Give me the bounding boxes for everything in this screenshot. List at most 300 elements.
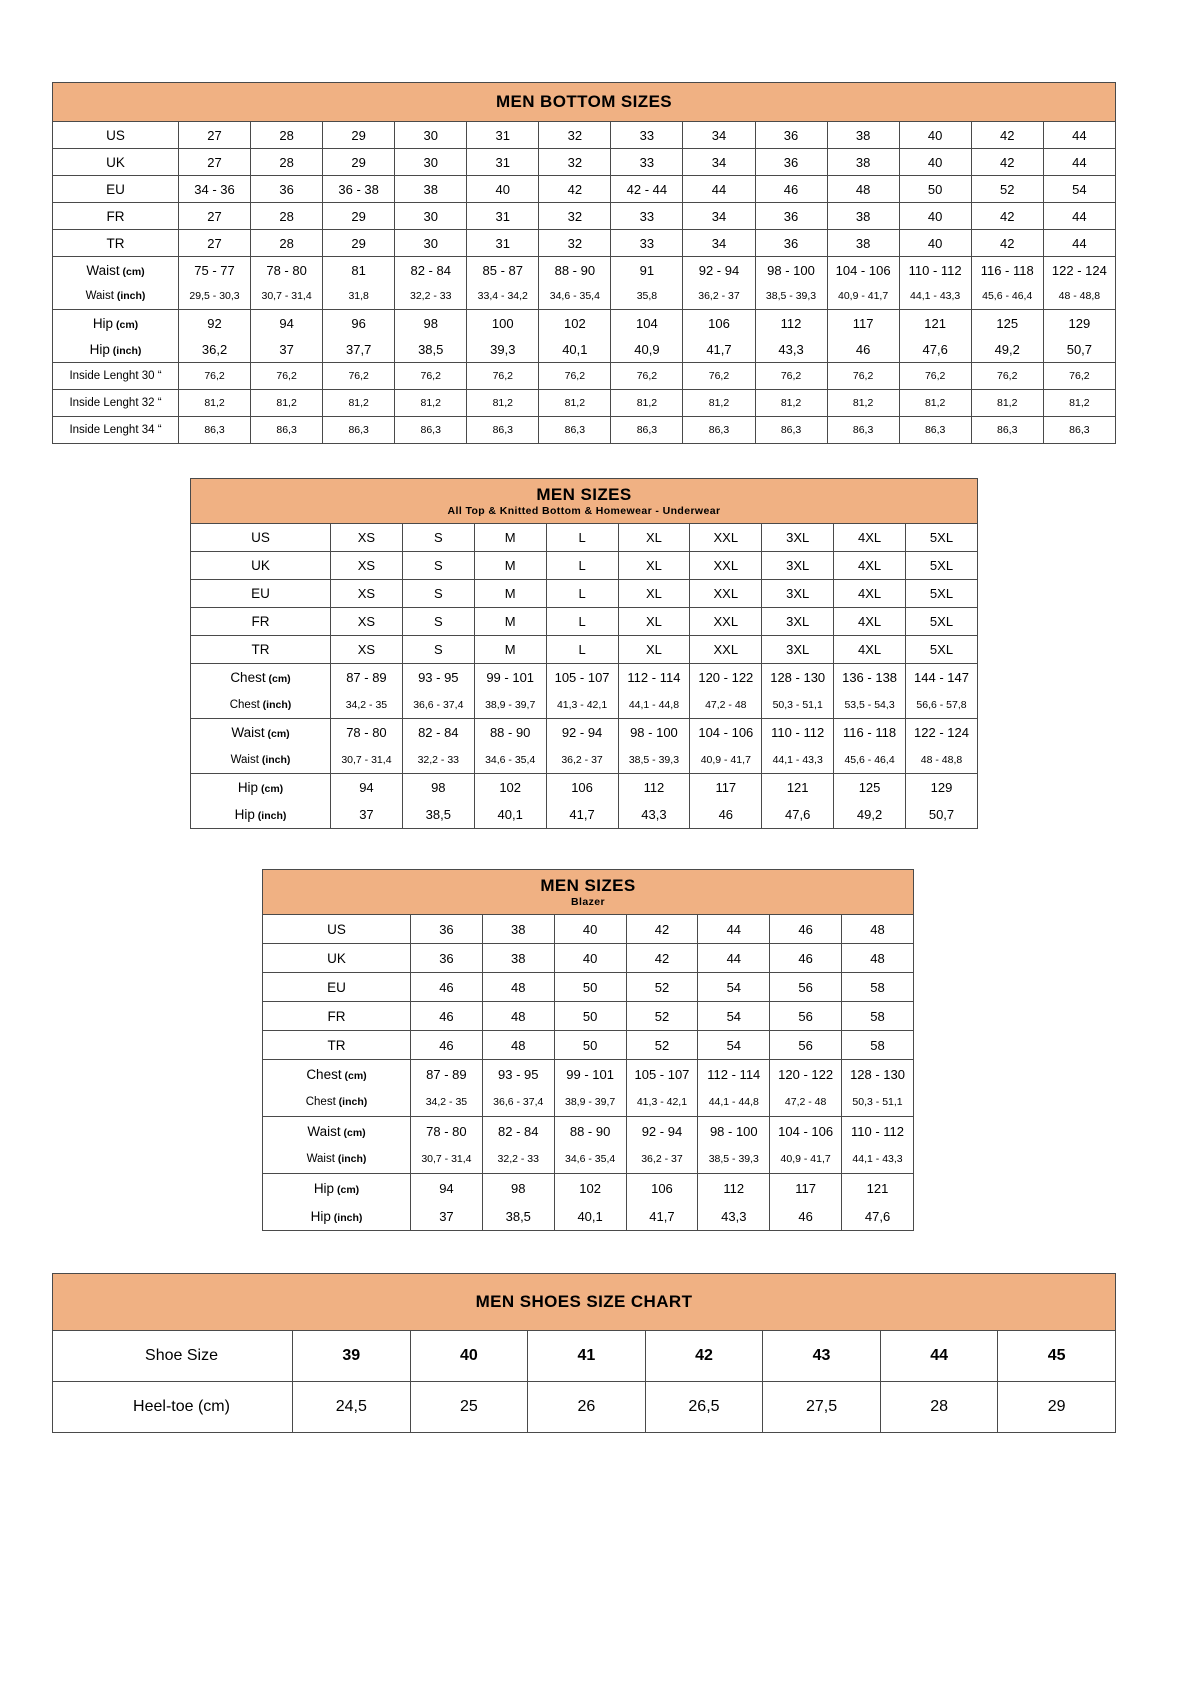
table-cell: 40,1	[554, 1202, 626, 1231]
row-label-text: EU	[106, 181, 125, 197]
table-cell: 50,3 - 51,1	[842, 1088, 914, 1117]
row-label	[53, 203, 179, 230]
table-cell: 42	[971, 122, 1043, 149]
table-cell: 38	[827, 122, 899, 149]
table-cell: 110 - 112	[899, 257, 971, 284]
row-label-text: Hip	[89, 341, 110, 357]
table-cell: 38	[395, 176, 467, 203]
table-cell: 29,5 - 30,3	[179, 283, 251, 310]
table-cell: 44	[1043, 230, 1115, 257]
table-cell: 44,1 - 43,3	[762, 746, 834, 774]
table-cell: 106	[546, 774, 618, 802]
table-cell: 43	[763, 1331, 881, 1382]
table-cell: 38,5	[402, 801, 474, 829]
table-row	[263, 1031, 914, 1060]
table-cell: 30,7 - 31,4	[331, 746, 403, 774]
row-label-text: Inside Lenght 32 “	[69, 397, 162, 409]
table-cell: 76,2	[899, 363, 971, 390]
table-cell: S	[402, 580, 474, 608]
table-cell: 129	[1043, 310, 1115, 337]
men-bottom-sizes-body	[53, 83, 1116, 444]
table-cell: 136 - 138	[834, 664, 906, 692]
table-cell: 86,3	[1043, 417, 1115, 444]
row-label-text: FR	[327, 1008, 346, 1024]
row-label	[191, 636, 331, 664]
row-label	[263, 1031, 411, 1060]
table-cell: 45,6 - 46,4	[971, 283, 1043, 310]
table-row	[263, 1145, 914, 1174]
table-cell: 75 - 77	[179, 257, 251, 284]
table-cell: 112	[698, 1174, 770, 1203]
table-cell: 41,7	[683, 336, 755, 363]
table-cell: 81,2	[323, 390, 395, 417]
row-label-text: US	[106, 127, 125, 143]
table-cell: 50	[554, 1002, 626, 1031]
table-cell: 56,6 - 57,8	[906, 691, 978, 719]
row-label	[191, 580, 331, 608]
table-cell: 38	[482, 915, 554, 944]
table-cell: 46	[690, 801, 762, 829]
table-cell: 40	[899, 149, 971, 176]
row-label	[53, 1382, 293, 1433]
row-label	[263, 1145, 411, 1174]
table-cell: 81,2	[971, 390, 1043, 417]
table-cell: 44	[698, 915, 770, 944]
row-label	[191, 691, 331, 719]
table-cell: 41,3 - 42,1	[546, 691, 618, 719]
table-row	[53, 417, 1116, 444]
row-label	[191, 524, 331, 552]
row-label	[53, 176, 179, 203]
row-label-unit: (cm)	[340, 1126, 366, 1139]
table-cell: 37	[251, 336, 323, 363]
table-cell: 30	[395, 203, 467, 230]
table-cell: 78 - 80	[251, 257, 323, 284]
table-cell: 26	[528, 1382, 646, 1433]
table-cell: S	[402, 552, 474, 580]
table-cell: 40	[554, 944, 626, 973]
row-label-text: Chest	[306, 1066, 342, 1082]
table-cell: 38,5 - 39,3	[618, 746, 690, 774]
row-label-text: UK	[327, 950, 346, 966]
row-label-text: TR	[106, 235, 125, 251]
table-cell: 54	[698, 973, 770, 1002]
table-cell: 28	[251, 203, 323, 230]
row-label-text: Chest	[230, 670, 266, 685]
table-cell: 81,2	[899, 390, 971, 417]
table-row	[191, 608, 978, 636]
table-cell: L	[546, 636, 618, 664]
table-cell: 58	[842, 1002, 914, 1031]
table-cell: 29	[323, 149, 395, 176]
table-cell: 48	[482, 1002, 554, 1031]
table-cell: 112	[755, 310, 827, 337]
table-cell: 44,1 - 44,8	[698, 1088, 770, 1117]
table-cell: 87 - 89	[411, 1060, 483, 1089]
row-label	[53, 1331, 293, 1382]
table-cell: 110 - 112	[842, 1117, 914, 1146]
table-cell: 39,3	[467, 336, 539, 363]
row-label	[53, 230, 179, 257]
table-cell: 42	[645, 1331, 763, 1382]
table-cell: 34,2 - 35	[411, 1088, 483, 1117]
table-cell: 99 - 101	[474, 664, 546, 692]
table-cell: 112 - 114	[698, 1060, 770, 1089]
table-cell: 102	[554, 1174, 626, 1203]
table-cell: 91	[611, 257, 683, 284]
table-row	[191, 524, 978, 552]
table-cell: 47,6	[899, 336, 971, 363]
table-cell: 98 - 100	[755, 257, 827, 284]
table-cell: 40,9 - 41,7	[690, 746, 762, 774]
table-cell: M	[474, 580, 546, 608]
table-cell: 34	[683, 203, 755, 230]
row-label-text: Waist	[306, 1153, 335, 1165]
row-label	[53, 363, 179, 390]
table-cell: 129	[906, 774, 978, 802]
table-cell: 38	[482, 944, 554, 973]
table-cell: 38,5	[482, 1202, 554, 1231]
table-cell: 37	[331, 801, 403, 829]
table-cell: 32,2 - 33	[402, 746, 474, 774]
table-row	[191, 746, 978, 774]
table-cell: 56	[770, 1031, 842, 1060]
row-label-unit: (inch)	[113, 290, 146, 302]
table-cell: 54	[698, 1002, 770, 1031]
table-cell: 49,2	[834, 801, 906, 829]
row-label	[191, 801, 331, 829]
table-cell: 46	[755, 176, 827, 203]
men-shoes-size-chart-body	[53, 1274, 1116, 1433]
table-cell: XL	[618, 608, 690, 636]
table-cell: 36,6 - 37,4	[482, 1088, 554, 1117]
table-cell: 50,7	[1043, 336, 1115, 363]
table-cell: 76,2	[539, 363, 611, 390]
table-cell: 24,5	[293, 1382, 411, 1433]
table-cell: 93 - 95	[402, 664, 474, 692]
table-cell: 26,5	[645, 1382, 763, 1433]
table-cell: 36	[755, 122, 827, 149]
table-cell: 46	[411, 1031, 483, 1060]
table-cell: 47,6	[762, 801, 834, 829]
table-cell: 33	[611, 122, 683, 149]
table-cell: L	[546, 580, 618, 608]
table-cell: 31	[467, 203, 539, 230]
table-cell: XS	[331, 524, 403, 552]
table-cell: 48	[482, 973, 554, 1002]
table-cell: 121	[842, 1174, 914, 1203]
table-cell: 120 - 122	[690, 664, 762, 692]
table-cell: L	[546, 608, 618, 636]
table-cell: XXL	[690, 552, 762, 580]
table-cell: 40,9	[611, 336, 683, 363]
table-cell: 37	[411, 1202, 483, 1231]
table-cell: S	[402, 524, 474, 552]
row-label-text: Chest	[305, 1096, 336, 1108]
table-cell: 78 - 80	[331, 719, 403, 747]
table-title-row	[191, 479, 978, 524]
table-cell: 86,3	[827, 417, 899, 444]
table-cell: 40	[899, 122, 971, 149]
table-cell: M	[474, 552, 546, 580]
row-label-text: US	[251, 530, 270, 545]
table-cell: 31,8	[323, 283, 395, 310]
table-cell: 5XL	[906, 524, 978, 552]
table-cell: 104 - 106	[770, 1117, 842, 1146]
row-label	[263, 973, 411, 1002]
table-cell: 86,3	[467, 417, 539, 444]
table-cell: 33	[611, 203, 683, 230]
row-label-text: Inside Lenght 34 “	[69, 424, 162, 436]
table-cell: 32,2 - 33	[482, 1145, 554, 1174]
table-cell: 48	[482, 1031, 554, 1060]
table-cell: 3XL	[762, 608, 834, 636]
row-label	[53, 336, 179, 363]
table-cell: 40,9 - 41,7	[770, 1145, 842, 1174]
row-label	[191, 774, 331, 802]
table-row	[53, 1331, 1116, 1382]
row-label-unit: (inch)	[330, 1211, 363, 1224]
table-cell: 34,6 - 35,4	[554, 1145, 626, 1174]
table-row	[263, 1202, 914, 1231]
table-cell: M	[474, 524, 546, 552]
table-cell: 92 - 94	[546, 719, 618, 747]
row-label-unit: (cm)	[258, 783, 284, 795]
table-title-row	[53, 83, 1116, 122]
table-cell: 38,5 - 39,3	[698, 1145, 770, 1174]
table-cell: 40,1	[474, 801, 546, 829]
men-shoes-size-chart-table	[52, 1273, 1116, 1433]
table-cell: 112 - 114	[618, 664, 690, 692]
table-cell: 44	[1043, 149, 1115, 176]
table-cell: XXL	[690, 636, 762, 664]
table-row	[263, 1174, 914, 1203]
table-cell: 40	[899, 230, 971, 257]
table-cell: 81	[323, 257, 395, 284]
table-cell: 36 - 38	[323, 176, 395, 203]
row-label-text: Hip	[92, 315, 114, 331]
table-cell: 5XL	[906, 636, 978, 664]
row-label-text: UK	[106, 154, 125, 170]
table-cell: 102	[539, 310, 611, 337]
table-cell: 29	[998, 1382, 1116, 1433]
row-label	[263, 915, 411, 944]
table-title-main: MEN SIZES	[540, 875, 636, 895]
table-cell: 99 - 101	[554, 1060, 626, 1089]
table-cell: 58	[842, 973, 914, 1002]
table-cell: 42	[971, 230, 1043, 257]
table-cell: 85 - 87	[467, 257, 539, 284]
table-cell: S	[402, 636, 474, 664]
row-label-text: UK	[251, 558, 270, 573]
table-cell: 29	[323, 203, 395, 230]
table-cell: 88 - 90	[554, 1117, 626, 1146]
table-cell: 36	[251, 176, 323, 203]
table-row	[191, 664, 978, 692]
table-cell: 33	[611, 149, 683, 176]
row-label-unit: (inch)	[259, 698, 292, 711]
row-label	[263, 1202, 411, 1231]
table-cell: XS	[331, 608, 403, 636]
row-label-text: Hip	[237, 780, 259, 795]
table-cell: 98 - 100	[618, 719, 690, 747]
row-label-unit: (cm)	[113, 318, 139, 331]
table-cell: 106	[683, 310, 755, 337]
table-cell: 42 - 44	[611, 176, 683, 203]
table-cell: 3XL	[762, 580, 834, 608]
table-title-subtitle: Blazer	[571, 895, 605, 908]
table-cell: 106	[626, 1174, 698, 1203]
table-cell: 50,3 - 51,1	[762, 691, 834, 719]
table-cell: 125	[834, 774, 906, 802]
table-cell: 42	[971, 203, 1043, 230]
table-row	[263, 1002, 914, 1031]
row-label-text: EU	[327, 979, 346, 995]
table-cell: 48 - 48,8	[906, 746, 978, 774]
table-cell: 34	[683, 230, 755, 257]
table-cell: 4XL	[834, 552, 906, 580]
table-cell: 46	[827, 336, 899, 363]
table-cell: 94	[411, 1174, 483, 1203]
table-cell: 5XL	[906, 552, 978, 580]
table-cell: XL	[618, 524, 690, 552]
table-row	[263, 1088, 914, 1117]
table-cell: 38	[827, 203, 899, 230]
table-cell: 3XL	[762, 524, 834, 552]
table-cell: 5XL	[906, 608, 978, 636]
row-label	[263, 1088, 411, 1117]
table-row	[53, 363, 1116, 390]
table-cell: 92 - 94	[626, 1117, 698, 1146]
table-cell: 28	[880, 1382, 998, 1433]
table-cell: 122 - 124	[906, 719, 978, 747]
table-cell: 34,6 - 35,4	[474, 746, 546, 774]
table-cell: 56	[770, 1002, 842, 1031]
table-cell: 102	[474, 774, 546, 802]
table-cell: XXL	[690, 580, 762, 608]
table-cell: 36	[755, 149, 827, 176]
table-cell: XS	[331, 580, 403, 608]
row-label	[191, 552, 331, 580]
table-cell: 47,6	[842, 1202, 914, 1231]
table-cell: 31	[467, 122, 539, 149]
row-label	[53, 257, 179, 284]
row-label-text: US	[327, 921, 346, 937]
table-cell: 86,3	[539, 417, 611, 444]
table-cell: 44	[683, 176, 755, 203]
table-cell: 42	[971, 149, 1043, 176]
table-title	[53, 1274, 1116, 1331]
row-label-unit: (cm)	[264, 728, 290, 740]
row-label	[53, 283, 179, 310]
table-cell: 82 - 84	[395, 257, 467, 284]
table-cell: 86,3	[395, 417, 467, 444]
row-label-unit: (inch)	[109, 344, 142, 357]
table-cell: 32	[539, 149, 611, 176]
table-cell: 45,6 - 46,4	[834, 746, 906, 774]
table-cell: 36	[755, 203, 827, 230]
table-cell: 28	[251, 149, 323, 176]
row-label-unit: (inch)	[254, 810, 287, 822]
table-cell: 30	[395, 230, 467, 257]
table-cell: 110 - 112	[762, 719, 834, 747]
table-cell: 58	[842, 1031, 914, 1060]
table-cell: 86,3	[755, 417, 827, 444]
table-row	[263, 973, 914, 1002]
table-cell: 44,1 - 43,3	[899, 283, 971, 310]
table-cell: 81,2	[827, 390, 899, 417]
table-cell: 117	[827, 310, 899, 337]
table-cell: 52	[626, 973, 698, 1002]
table-cell: 81,2	[1043, 390, 1115, 417]
row-label	[191, 746, 331, 774]
table-row	[191, 636, 978, 664]
table-cell: 121	[899, 310, 971, 337]
table-cell: 54	[1043, 176, 1115, 203]
table-row	[53, 336, 1116, 363]
table-cell: L	[546, 524, 618, 552]
table-cell: 4XL	[834, 608, 906, 636]
table-cell: 27	[179, 230, 251, 257]
table-cell: 52	[626, 1002, 698, 1031]
row-label-text: Hip	[313, 1180, 335, 1196]
table-cell: 48	[842, 915, 914, 944]
table-cell: 46	[770, 915, 842, 944]
table-cell: 50	[554, 1031, 626, 1060]
row-label-text: Inside Lenght 30 “	[69, 370, 162, 382]
table-cell: 40	[410, 1331, 528, 1382]
row-label-unit: (inch)	[335, 1096, 368, 1108]
table-cell: 122 - 124	[1043, 257, 1115, 284]
table-cell: 25	[410, 1382, 528, 1433]
table-cell: 98 - 100	[698, 1117, 770, 1146]
table-cell: 121	[762, 774, 834, 802]
table-cell: 50,7	[906, 801, 978, 829]
table-row	[53, 149, 1116, 176]
table-cell: 40	[467, 176, 539, 203]
row-label	[191, 608, 331, 636]
table-cell: 76,2	[1043, 363, 1115, 390]
row-label-text: Waist	[230, 753, 259, 766]
table-cell: 45	[998, 1331, 1116, 1382]
table-cell: M	[474, 608, 546, 636]
table-title-main: MEN SHOES SIZE CHART	[475, 1292, 693, 1312]
table-cell: 76,2	[251, 363, 323, 390]
table-cell: 53,5 - 54,3	[834, 691, 906, 719]
table-cell: 98	[395, 310, 467, 337]
table-row	[53, 122, 1116, 149]
table-cell: 27	[179, 122, 251, 149]
table-cell: 52	[971, 176, 1043, 203]
table-cell: 41,7	[626, 1202, 698, 1231]
table-cell: 38,5 - 39,3	[755, 283, 827, 310]
row-label	[263, 1060, 411, 1089]
table-cell: 32	[539, 203, 611, 230]
table-cell: 41,7	[546, 801, 618, 829]
table-cell: 93 - 95	[482, 1060, 554, 1089]
table-row	[53, 203, 1116, 230]
table-cell: 44	[1043, 122, 1115, 149]
table-row	[53, 390, 1116, 417]
table-cell: 38	[827, 149, 899, 176]
table-cell: 94	[251, 310, 323, 337]
table-cell: 50	[554, 973, 626, 1002]
row-label-text: Chest	[229, 698, 260, 711]
table-cell: 86,3	[251, 417, 323, 444]
row-label	[191, 719, 331, 747]
table-cell: 100	[467, 310, 539, 337]
table-cell: 40	[899, 203, 971, 230]
